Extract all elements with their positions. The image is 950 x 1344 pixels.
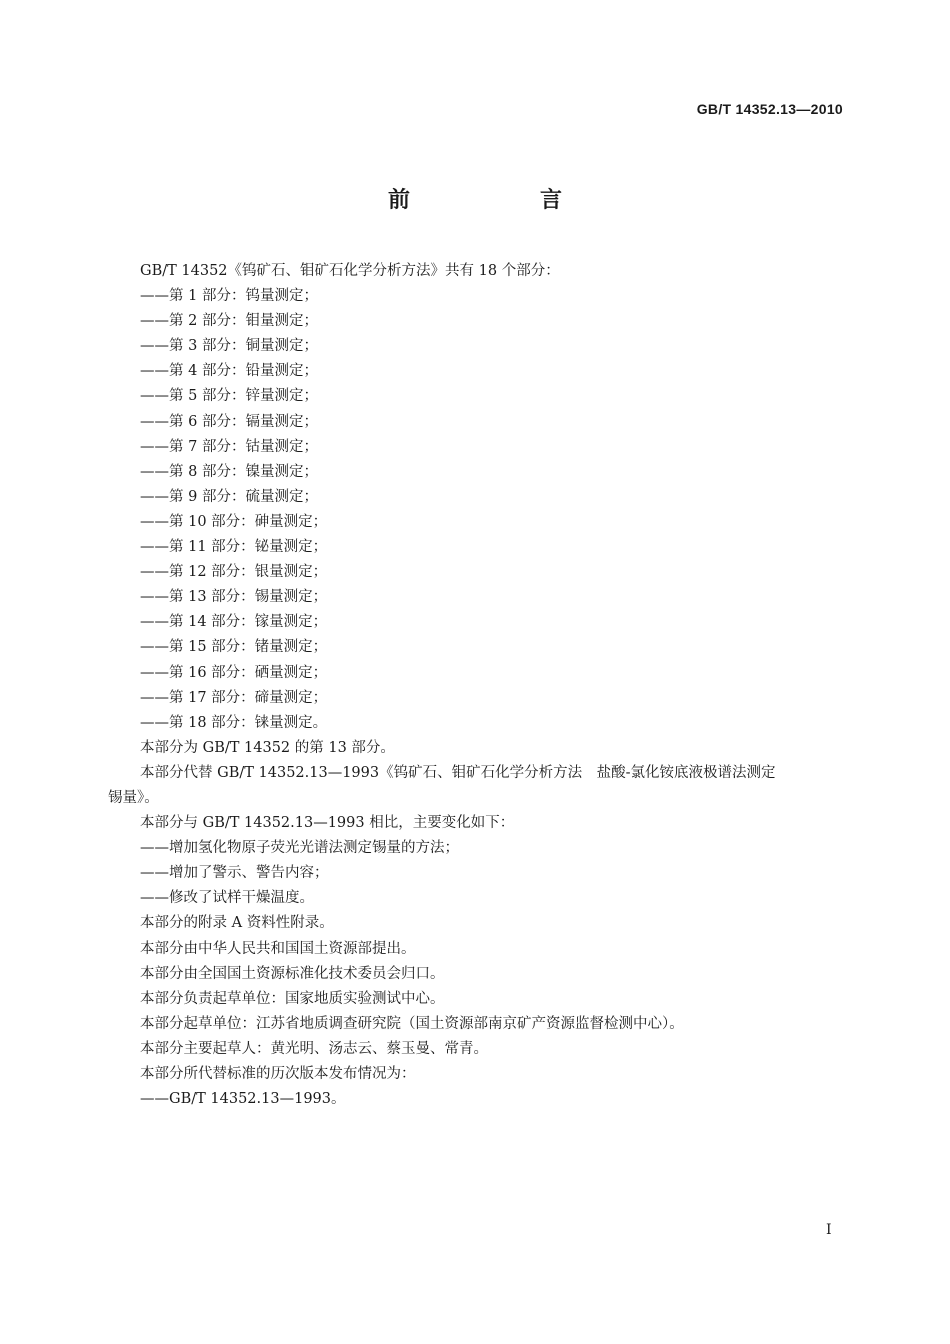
- list-item: ——第 8 部分：镍量测定；: [140, 463, 318, 480]
- list-item: ——第 12 部分：银量测定；: [140, 564, 328, 581]
- paragraph: 本部分的附录 A 资料性附录。: [140, 915, 334, 932]
- paragraph: 本部分负责起草单位：国家地质实验测试中心。: [140, 990, 445, 1007]
- list-item: ——第 6 部分：镉量测定；: [140, 413, 318, 430]
- list-item: ——第 13 部分：锡量测定；: [140, 589, 328, 606]
- paragraph: 本部分所代替标准的历次版本发布情况为：: [140, 1066, 416, 1082]
- list-item: ——第 17 部分：碲量测定；: [140, 689, 328, 706]
- list-item: ——第 9 部分：硫量测定；: [140, 488, 318, 505]
- page-number: I: [826, 1222, 832, 1238]
- list-item: ——第 7 部分：钴量测定；: [140, 438, 318, 455]
- document-number: GB/T 14352.13—2010: [696, 101, 843, 117]
- list-item: ——第 18 部分：铼量测定。: [140, 714, 328, 731]
- list-item: ——第 3 部分：铜量测定；: [140, 338, 318, 355]
- paragraph: 本部分为 GB/T 14352 的第 13 部分。: [140, 739, 395, 756]
- list-item: ——增加氢化物原子荧光光谱法测定锡量的方法；: [140, 840, 459, 857]
- list-item: ——修改了试样干燥温度。: [140, 890, 314, 907]
- page-title: 前 言: [387, 188, 616, 213]
- list-item: ——第 2 部分：钼量测定；: [140, 313, 318, 330]
- list-item: ——第 11 部分：铋量测定；: [140, 539, 328, 556]
- list-item: ——第 10 部分：砷量测定；: [140, 513, 328, 530]
- paragraph: 本部分由全国国土资源标准化技术委员会归口。: [140, 965, 445, 982]
- list-item: ——第 16 部分：硒量测定；: [140, 664, 328, 681]
- list-item: ——第 15 部分：锗量测定；: [140, 639, 328, 656]
- list-item: ——增加了警示、警告内容；: [140, 865, 329, 882]
- list-item: ——第 5 部分：锌量测定；: [140, 388, 318, 405]
- list-item: ——第 14 部分：镓量测定；: [140, 614, 328, 631]
- list-item: ——第 1 部分：钨量测定；: [140, 288, 318, 305]
- paragraph: 本部分起草单位：江苏省地质调查研究院（国土资源部南京矿产资源监督检测中心）。: [140, 1015, 684, 1032]
- foreword-body: [108, 259, 848, 1112]
- list-item: ——第 4 部分：铅量测定；: [140, 363, 318, 380]
- paragraph: 本部分与 GB/T 14352.13—1993 相比，主要变化如下：: [140, 815, 515, 832]
- paragraph: 本部分主要起草人：黄光明、汤志云、蔡玉曼、常青。: [140, 1040, 488, 1057]
- list-item: ——GB/T 14352.13—1993。: [140, 1091, 346, 1108]
- replaces-paragraph-line2: 锡量》。: [108, 789, 159, 806]
- replaces-paragraph-line1: 本部分代替 GB/T 14352.13—1993《钨矿石、钼矿石化学分析方法 盐酸-氯化铵底液极谱法测定: [140, 764, 776, 781]
- paragraph: 本部分由中华人民共和国国土资源部提出。: [140, 940, 416, 957]
- paragraph: GB/T 14352《钨矿石、钼矿石化学分析方法》共有 18 个部分：: [140, 263, 560, 279]
